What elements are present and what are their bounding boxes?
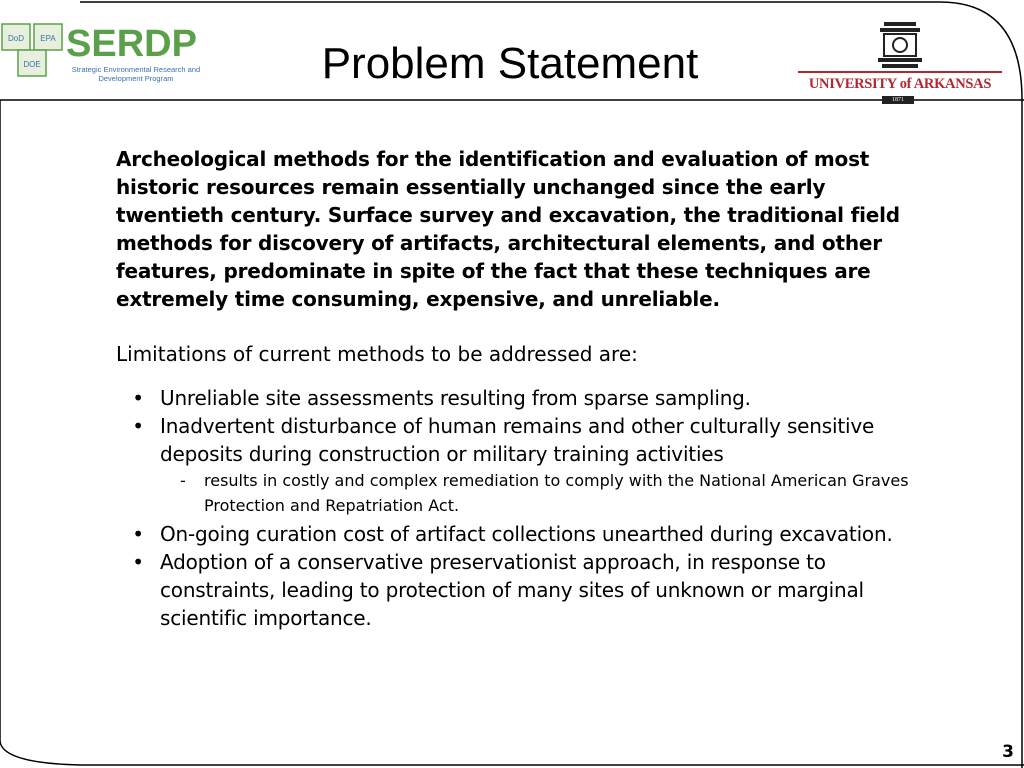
slide-title: Problem Statement [321, 39, 699, 88]
list-item [116, 520, 931, 548]
partner-dod: DoD [7, 34, 25, 43]
partner-epa: EPA [40, 34, 56, 43]
university-year: 1871 [882, 96, 914, 104]
list-item-text: On-going curation cost of artifact collections unearthed during excavation. [160, 522, 893, 546]
list-item-text: Adoption of a conservative preservationist approach, in response to constraints, leading to protection of many sites of unknown or marginal scientific importance. [160, 550, 864, 630]
bullet-icon: • [132, 386, 144, 410]
list-item [116, 384, 931, 412]
sub-item [116, 468, 931, 518]
slide-content [116, 145, 931, 632]
page-number: 3 [1002, 742, 1014, 762]
bullet-icon: • [132, 414, 144, 438]
agency-blocks-icon [0, 14, 66, 80]
bullet-icon: • [132, 550, 144, 574]
list-item [116, 548, 931, 632]
list-item-text: Unreliable site assessments resulting from sparse sampling. [160, 386, 751, 410]
intro-paragraph: Archeological methods for the identification and evaluation of most historic resources remain essentially unchanged since the early twentieth century. Surface survey and excavation, the traditional field methods for discovery of artifacts, architectural elements, and other features, predominate in spite of the fact that these techniques are extremely time consuming, expensive, and unreliable. [116, 147, 900, 311]
serdp-name: SERDP [66, 23, 197, 65]
sub-item-text: results in costly and complex remediation to comply with the National American Graves Protection and Repatriation Act. [204, 471, 909, 515]
limitations-list [116, 384, 931, 632]
limitations-lead: Limitations of current methods to be addressed are: [116, 342, 638, 366]
serdp-logo [0, 14, 200, 84]
partner-doe: DOE [23, 60, 41, 69]
list-item [116, 412, 931, 468]
serdp-subtitle: Strategic Environmental Research and Development Program [71, 65, 201, 83]
old-main-tower-icon [798, 22, 1002, 76]
bullet-icon: • [132, 522, 144, 546]
university-logo [798, 22, 1002, 106]
list-item-text: Inadvertent disturbance of human remains and other culturally sensitive deposits during construction or military training activities [160, 414, 875, 466]
university-name: UNIVERSITY of ARKANSAS [808, 76, 992, 92]
dash-icon: - [180, 471, 186, 490]
